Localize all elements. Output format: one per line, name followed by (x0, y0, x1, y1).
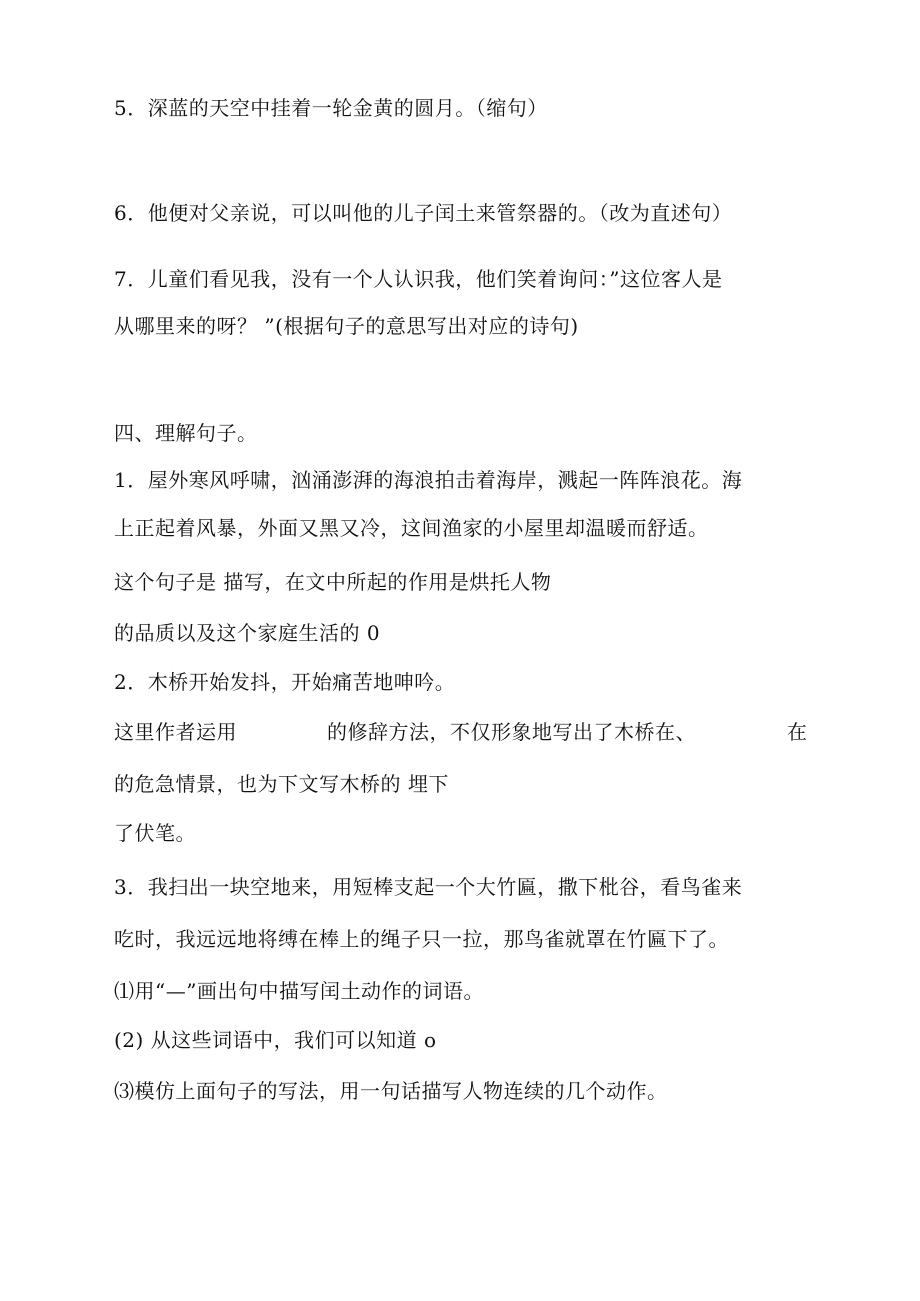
section-4-heading: 四、理解句子。 (114, 421, 258, 445)
question-7-line-1: 7．儿童们看见我，没有一个人认识我，他们笑着询问：”这位客人是 (114, 267, 723, 291)
question-6: 6．他便对父亲说，可以叫他的儿子闰土来管祭器的。（改为直述句） (114, 201, 733, 225)
s4-q3-sub-1: ⑴用“—”画出句中描写闰土动作的词语。 (114, 979, 484, 1003)
s4-q1-line-2: 上正起着风暴，外面又黑又冷，这间渔家的小屋里却温暖而舒适。 (114, 516, 709, 540)
s4-q1-line-1: 1．屋外寒风呼啸，汹涌澎湃的海浪拍击着海岸，溅起一阵阵浪花。海 (114, 468, 743, 492)
s4-q1-line-3: 这个句子是 描写，在文中所起的作用是烘托人物 (114, 570, 552, 594)
s4-q3-sub-3: ⑶模仿上面句子的写法，用一句话描写人物连续的几个动作。 (114, 1079, 668, 1103)
s4-q2-line-2-c: 在 (787, 720, 808, 744)
s4-q3-sub-2: (2) 从这些词语中，我们可以知道 o (114, 1028, 437, 1052)
s4-q3-line-2: 吃时，我远远地将缚在棒上的绳子只一拉，那鸟雀就罩在竹匾下了。 (114, 927, 729, 951)
s4-q3-line-1: 3．我扫出一块空地来，用短棒支起一个大竹匾，撒下枇谷，看鸟雀来 (114, 875, 743, 899)
s4-q2-line-2-a: 这里作者运用 (114, 720, 237, 744)
question-5: 5．深蓝的天空中挂着一轮金黄的圆月。（缩句） (114, 96, 548, 120)
s4-q2-line-1: 2．木桥开始发抖，开始痛苦地呻吟。 (114, 670, 456, 694)
s4-q2-line-2-b: 的修辞方法，不仅形象地写出了木桥在、 (327, 720, 696, 744)
s4-q2-line-4: 了伏笔。 (114, 821, 196, 845)
question-7-line-2: 从哪里来的呀？ ”(根据句子的意思写出对应的诗句) (114, 314, 579, 338)
s4-q1-line-4: 的品质以及这个家庭生活的 0 (114, 621, 381, 645)
s4-q2-line-3: 的危急情景，也为下文写木桥的 埋下 (114, 772, 449, 796)
